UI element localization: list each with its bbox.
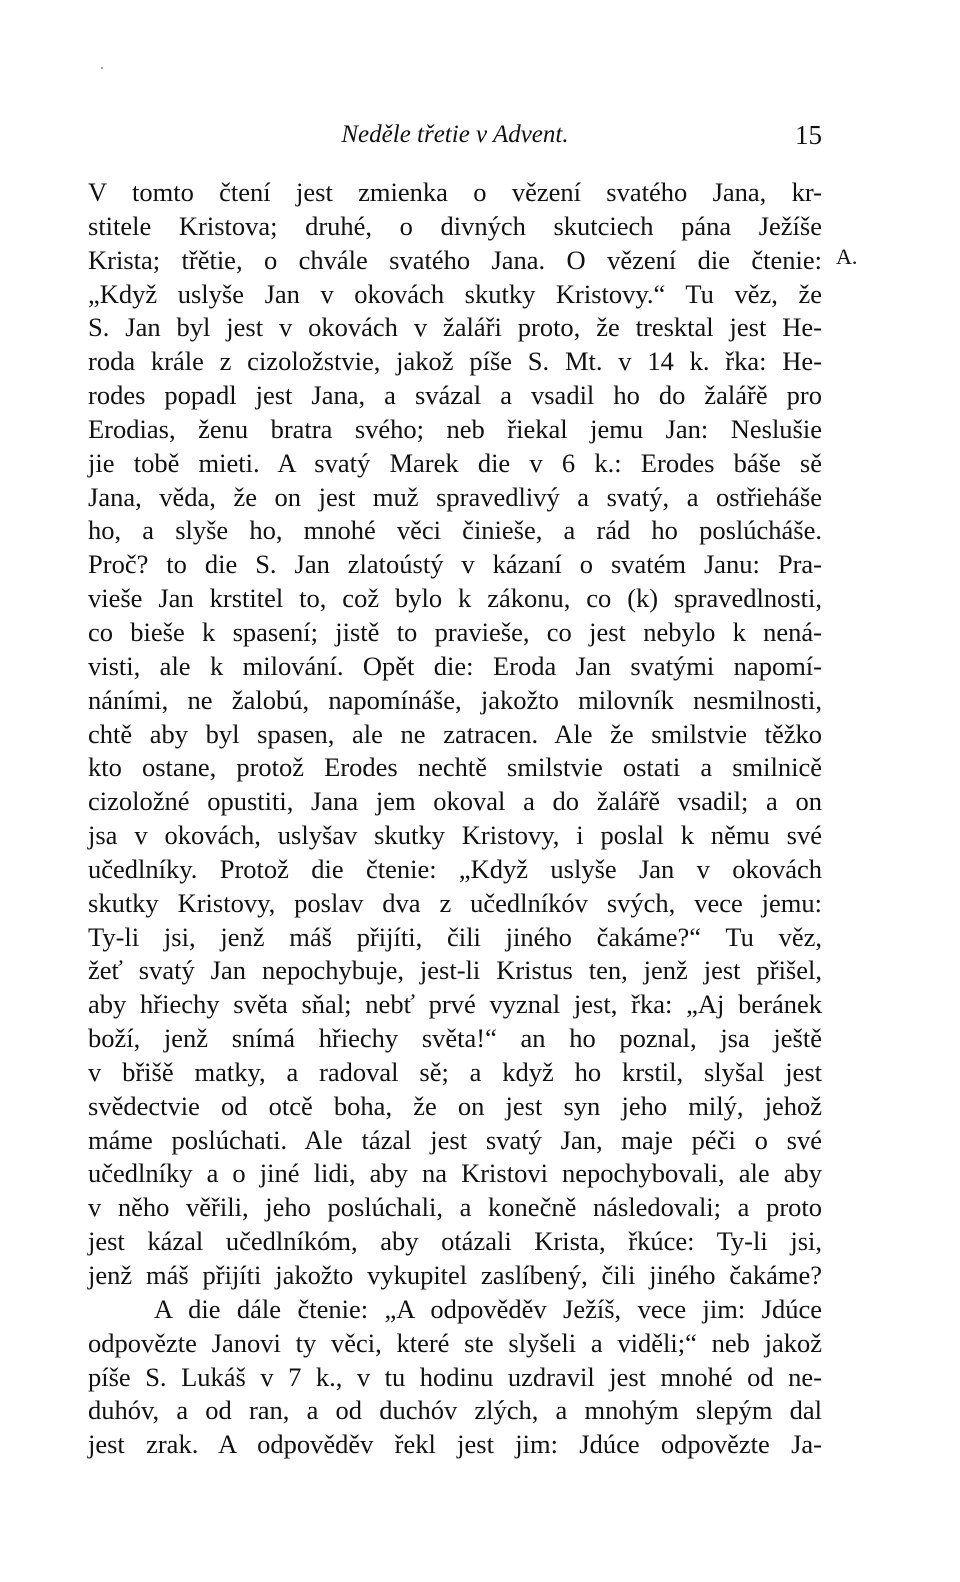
text-line: Proč? to die S. Jan zlatoústý v kázaní o svatém Janu: Pra- [88,549,822,580]
text-line: jest kázal učedlníkóm, aby otázali Krista, řkúce: Ty-li jsi, [88,1226,822,1257]
paper-speck [101,67,103,69]
margin-note: A. [836,244,858,269]
text-line: duhóv, a od ran, a od duchóv zlých, a mnohým slepým dal [88,1395,822,1426]
text-line: jsa v okovách, uslyšav skutky Kristovy, i poslal k němu své [88,820,822,851]
running-header [88,120,822,160]
body-text [88,176,822,1462]
text-line: S. Jan byl jest v okovách v žaláři proto, že tresktal jest He- [88,312,822,343]
page-number: 15 [795,120,822,150]
text-line: „Když uslyše Jan v okovách skutky Kristovy.“ Tu věz, že [88,278,822,309]
text-line: Ty-li jsi, jenž máš přijíti, čili jiného čakáme?“ Tu věz, [88,921,822,952]
text-line: v břišě matky, a radoval sě; a když ho krstil, slyšal jest [88,1056,822,1087]
text-line: jie tobě mieti. A svatý Marek die v 6 k.: Erodes báše sě [88,447,822,478]
text-line: skutky Kristovy, poslav dva z učedlníkóv svých, vece jemu: [88,887,822,918]
text-line: píše S. Lukáš v 7 k., v tu hodinu uzdravil jest mnohé od ne- [88,1361,822,1392]
paragraph-start-line: A die dále čtenie: „A odpověděv Ježíš, vece jim: Jdúce [154,1293,822,1324]
text-line: náními, ne žalobú, napomínáše, jakožto milovník nesmilnosti, [88,684,822,715]
text-line: učedlníky a o jiné lidi, aby na Kristovi nepochybovali, ale aby [88,1158,822,1189]
text-line: visti, ale k milování. Opět die: Eroda Jan svatými napomí- [88,650,822,681]
text-line: Erodias, ženu bratra svého; neb řiekal jemu Jan: Neslušie [88,413,822,444]
text-line: kto ostane, protož Erodes nechtě smilstvie ostati a smilnicě [88,752,822,783]
text-line: vieše Jan krstitel to, což bylo k zákonu, co (k) spravedlnosti, [88,583,822,614]
text-line: boží, jenž snímá hřiechy světa!“ an ho poznal, jsa ještě [88,1023,822,1054]
text-line: Jana, věda, že on jest muž spravedlivý a svatý, a ostřieháše [88,481,822,512]
text-line: co bieše k spasení; jistě to pravieše, co jest nebylo k nená- [88,616,822,647]
text-line: svědectvie od otcě boha, že on jest syn jeho milý, jehož [88,1090,822,1121]
text-line: stitele Kristova; druhé, o divných skutciech pána Ježíše [88,210,822,241]
text-line: ho, a slyše ho, mnohé věci činieše, a rád ho poslúcháše. [88,515,822,546]
text-line: V tomto čtení jest zmienka o vězení svatého Jana, kr- [88,177,822,207]
text-line: rodes popadl jest Jana, a svázal a vsadil ho do žalářě pro [88,380,822,411]
text-line: žeť svatý Jan nepochybuje, jest-li Kristus ten, jenž jest přišel, [88,955,822,986]
text-line: jenž máš přijíti jakožto vykupitel zaslíbený, čili jiného čakáme? [88,1260,822,1290]
text-line: jest zrak. A odpověděv řekl jest jim: Jdúce odpovězte Ja- [88,1429,822,1460]
text-line: učedlníky. Protož die čtenie: „Když uslyše Jan v okovách [88,853,822,884]
text-line: roda krále z cizoložstvie, jakož píše S. Mt. v 14 k. řka: He- [88,346,822,377]
text-line: odpovězte Janovi ty věci, které ste slyšeli a viděli;“ neb jakož [88,1327,822,1358]
running-title: Neděle třetie v Advent. [341,121,569,148]
text-line: máme poslúchati. Ale tázal jest svatý Jan, maje péči o své [88,1124,822,1155]
text-line: Krista; třětie, o chvále svatého Jana. O vězení die čtenie: [88,244,822,275]
text-line: v něho věřili, jeho poslúchali, a konečně následovali; a proto [88,1192,822,1223]
text-line: chtě aby byl spasen, ale ne zatracen. Ale že smilstvie těžko [88,718,822,749]
text-line: cizoložné opustiti, Jana jem okoval a do žalářě vsadil; a on [88,786,822,817]
text-line: aby hřiechy světa sňal; nebť prvé vyznal jest, řka: „Aj beránek [88,989,822,1020]
